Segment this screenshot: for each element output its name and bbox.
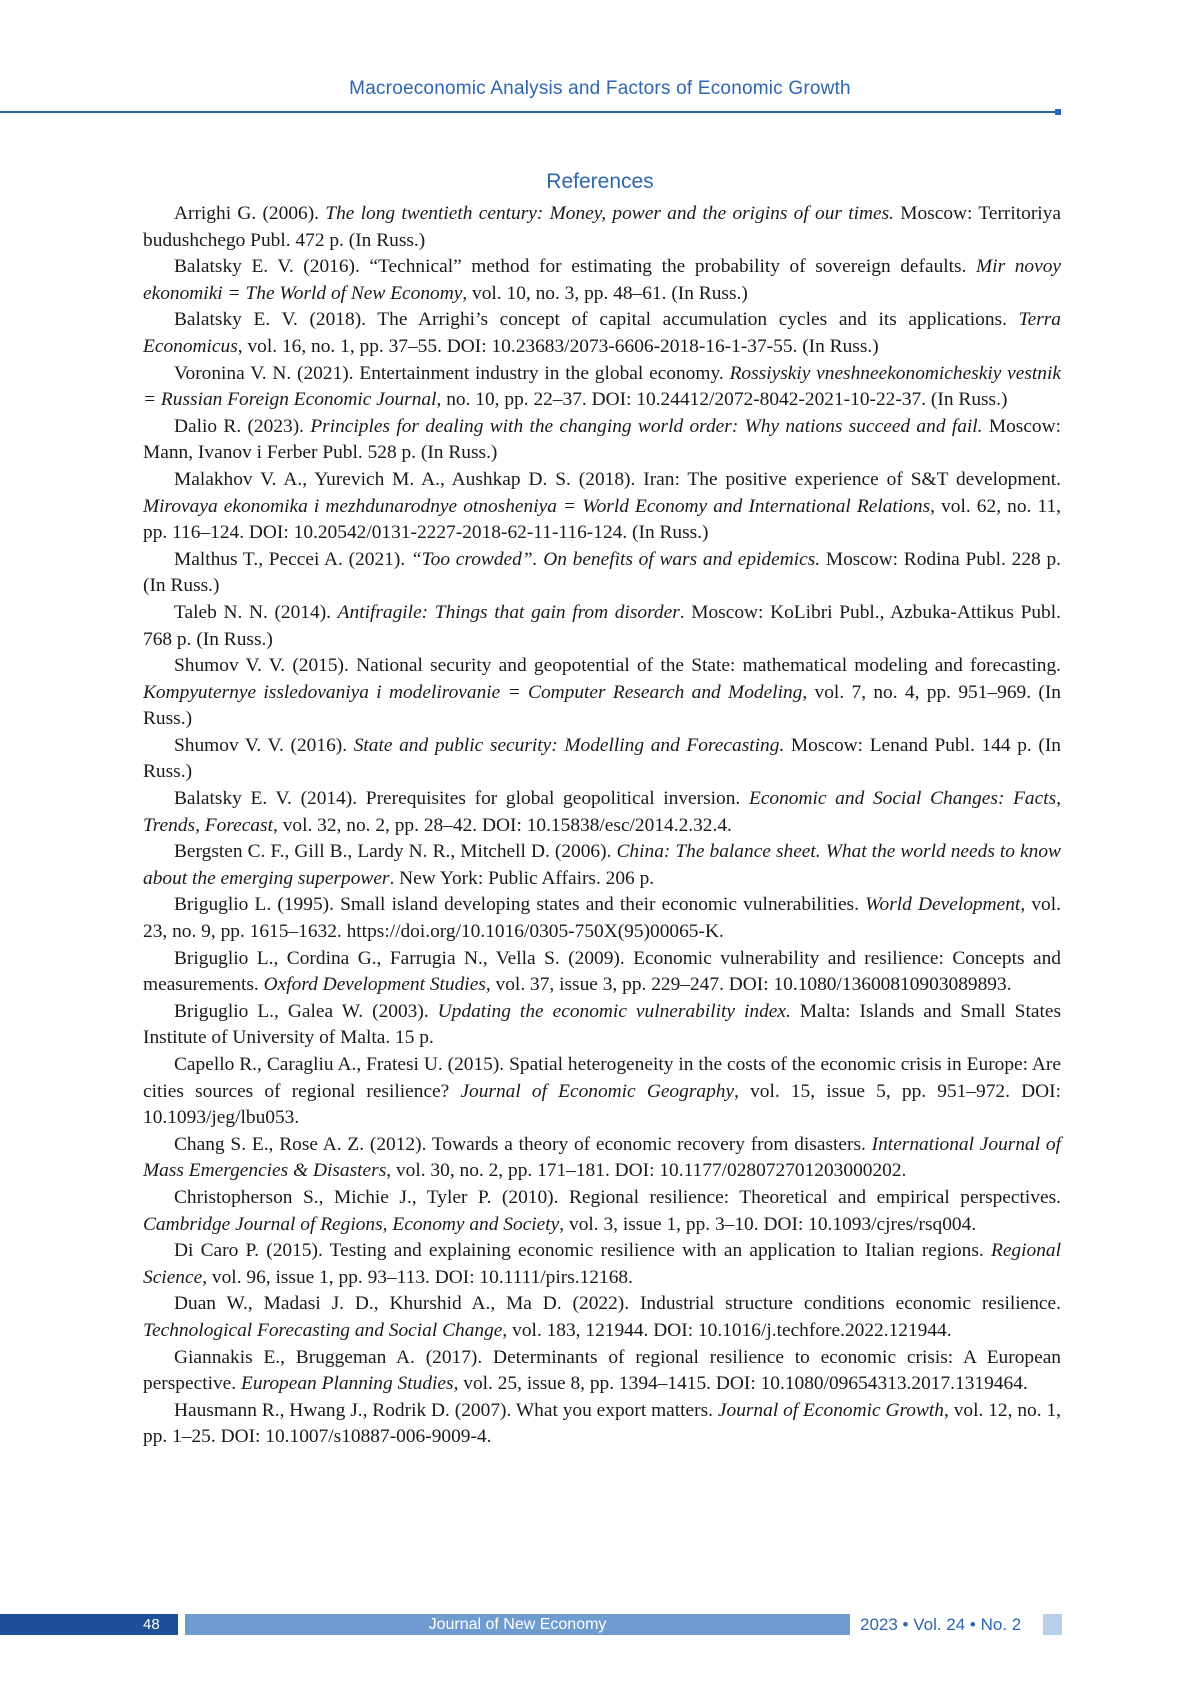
reference-details: Moscow: Mann, Ivanov i Ferber Publ. 528 p. (In Russ.) [143, 416, 1061, 464]
reference-entry [143, 254, 1061, 307]
reference-text: Shumov V. V. (2016). [174, 735, 354, 756]
reference-source-title: Technological Forecasting and Social Change [143, 1320, 502, 1341]
reference-details: , vol. 37, issue 3, pp. 229–247. DOI: 10.1080/13600810903089893. [486, 974, 1012, 995]
reference-source-title: Journal of Economic Growth [718, 1400, 944, 1421]
reference-source-title: Regional Science [143, 1240, 1061, 1288]
reference-text: Voronina V. N. (2021). Entertainment industry in the global economy. [174, 363, 730, 384]
reference-entry [143, 946, 1061, 999]
reference-entry [143, 307, 1061, 360]
reference-source-title: The long twentieth century: Money, power and the origins of our times. [325, 203, 894, 224]
reference-source-title: China: The balance sheet. What the world needs to know about the emerging superpower [143, 841, 1061, 889]
reference-entry [143, 547, 1061, 600]
reference-details: , vol. 16, no. 1, pp. 37–55. DOI: 10.23683/2073-6606-2018-16-1-37-55. (In Russ.) [238, 336, 879, 357]
reference-entry [143, 1185, 1061, 1238]
reference-source-title: Updating the economic vulnerability index. [438, 1001, 791, 1022]
reference-entry [143, 414, 1061, 467]
reference-details: , vol. 10, no. 3, pp. 48–61. (In Russ.) [462, 283, 747, 304]
header-rule-cap [1055, 109, 1061, 115]
reference-details: , no. 10, pp. 22–37. DOI: 10.24412/2072-8042-2021-10-22-37. (In Russ.) [437, 389, 1008, 410]
reference-text: Chang S. E., Rose A. Z. (2012). Towards a theory of economic recovery from disasters. [174, 1134, 872, 1155]
reference-details: , vol. 7, no. 4, pp. 951–969. (In Russ.) [143, 682, 1061, 730]
reference-source-title: International Journal of Mass Emergencies & Disasters [143, 1134, 1061, 1182]
page-number: 48 [143, 1614, 160, 1635]
reference-source-title: Terra Economicus [143, 309, 1061, 357]
reference-details: . New York: Public Affairs. 206 p. [389, 868, 654, 889]
reference-text: Di Caro P. (2015). Testing and explaining economic resilience with an application to Italian regions. [174, 1240, 991, 1261]
footer-square [1043, 1614, 1062, 1635]
reference-details: , vol. 32, no. 2, pp. 28–42. DOI: 10.15838/esc/2014.2.32.4. [273, 815, 732, 836]
reference-details: Malta: Islands and Small States Institute of University of Malta. 15 p. [143, 1001, 1061, 1049]
reference-details: , vol. 23, no. 9, pp. 1615–1632. https://doi.org/10.1016/0305-750X(95)00065-K. [143, 894, 1061, 942]
reference-text: Hausmann R., Hwang J., Rodrik D. (2007). What you export matters. [174, 1400, 718, 1421]
reference-entry [143, 1238, 1061, 1291]
reference-entry [143, 361, 1061, 414]
reference-details: , vol. 25, issue 8, pp. 1394–1415. DOI: 10.1080/09654313.2017.1319464. [454, 1373, 1028, 1394]
reference-source-title: Mir novoy ekonomiki = The World of New Economy [143, 256, 1061, 304]
reference-source-title: Kompyuternye issledovaniya i modelirovanie = Computer Research and Modeling [143, 682, 802, 703]
reference-details: , vol. 96, issue 1, pp. 93–113. DOI: 10.1111/pirs.12168. [202, 1267, 633, 1288]
reference-source-title: Cambridge Journal of Regions, Economy and Society [143, 1214, 559, 1235]
reference-source-title: Principles for dealing with the changing world order: Why nations succeed and fail. [310, 416, 982, 437]
running-title: Macroeconomic Analysis and Factors of Economic Growth [0, 78, 1200, 100]
reference-details: , vol. 3, issue 1, pp. 3–10. DOI: 10.1093/cjres/rsq004. [559, 1214, 976, 1235]
reference-entry [143, 600, 1061, 653]
header-rule [0, 111, 1057, 113]
reference-entry [143, 1398, 1061, 1451]
reference-text: Duan W., Madasi J. D., Khurshid A., Ma D. (2022). Industrial structure conditions economic resilience. [174, 1293, 1061, 1314]
reference-source-title: Mirovaya ekonomika i mezhdunarodnye otnosheniya = World Economy and International Relations [143, 496, 930, 517]
reference-details: , vol. 12, no. 1, pp. 1–25. DOI: 10.1007/s10887-006-9009-4. [143, 1400, 1061, 1448]
reference-text: Balatsky E. V. (2016). “Technical” method for estimating the probability of sovereign defaults. [174, 256, 976, 277]
reference-source-title: Antifragile: Things that gain from disorder [338, 602, 680, 623]
reference-entry [143, 892, 1061, 945]
reference-details: , vol. 183, 121944. DOI: 10.1016/j.techfore.2022.121944. [502, 1320, 951, 1341]
reference-entry [143, 653, 1061, 733]
reference-text: Malthus T., Peccei A. (2021). [174, 549, 411, 570]
footer-issue: 2023 • Vol. 24 • No. 2 [860, 1614, 1021, 1635]
references-list [143, 201, 1061, 1451]
reference-entry [143, 467, 1061, 547]
reference-entry [143, 733, 1061, 786]
reference-text: Arrighi G. (2006). [174, 203, 325, 224]
reference-source-title: Journal of Economic Geography [460, 1081, 734, 1102]
reference-entry [143, 786, 1061, 839]
reference-details: Moscow: Territoriya budushchego Publ. 472 p. (In Russ.) [143, 203, 1061, 251]
reference-source-title: Rossiyskiy vneshneekonomicheskiy vestnik = Russian Foreign Economic Journal [143, 363, 1061, 411]
reference-source-title: Oxford Development Studies [264, 974, 486, 995]
reference-entry [143, 839, 1061, 892]
references-heading: References [0, 170, 1200, 194]
reference-entry [143, 1132, 1061, 1185]
reference-source-title: “Too crowded”. On benefits of wars and epidemics. [411, 549, 820, 570]
reference-details: Moscow: Rodina Publ. 228 p. (In Russ.) [143, 549, 1061, 597]
reference-source-title: Economic and Social Changes: Facts, Trends, Forecast [143, 788, 1061, 836]
reference-text: Malakhov V. A., Yurevich M. A., Aushkap D. S. (2018). Iran: The positive experience of S&T development. [174, 469, 1061, 490]
page-footer [0, 1614, 1200, 1635]
reference-text: Balatsky E. V. (2018). The Arrighi’s concept of capital accumulation cycles and its applications. [174, 309, 1019, 330]
reference-text: Briguglio L., Galea W. (2003). [174, 1001, 438, 1022]
reference-source-title: European Planning Studies [241, 1373, 454, 1394]
reference-details: . Moscow: KoLibri Publ., Azbuka-Attikus Publ. 768 p. (In Russ.) [143, 602, 1061, 650]
reference-text: Capello R., Caragliu A., Fratesi U. (2015). Spatial heterogeneity in the costs of the economic crisis in Europe: Are cities sources of regional resilience? [143, 1054, 1061, 1102]
reference-text: Dalio R. (2023). [174, 416, 310, 437]
reference-text: Briguglio L., Cordina G., Farrugia N., Vella S. (2009). Economic vulnerability and resilience: Concepts and measurements. [143, 948, 1061, 996]
footer-journal-name: Journal of New Economy [185, 1614, 850, 1635]
reference-text: Christopherson S., Michie J., Tyler P. (2010). Regional resilience: Theoretical and empirical perspectives. [174, 1187, 1061, 1208]
reference-entry [143, 999, 1061, 1052]
reference-entry [143, 1291, 1061, 1344]
reference-text: Briguglio L. (1995). Small island developing states and their economic vulnerabilities. [174, 894, 865, 915]
reference-text: Shumov V. V. (2015). National security and geopotential of the State: mathematical modeling and forecasting. [174, 655, 1061, 676]
reference-text: Balatsky E. V. (2014). Prerequisites for global geopolitical inversion. [174, 788, 749, 809]
reference-details: Moscow: Lenand Publ. 144 p. (In Russ.) [143, 735, 1061, 783]
reference-details: , vol. 30, no. 2, pp. 171–181. DOI: 10.1177/028072701203000202. [386, 1160, 906, 1181]
reference-text: Taleb N. N. (2014). [174, 602, 338, 623]
reference-entry [143, 201, 1061, 254]
reference-text: Bergsten C. F., Gill B., Lardy N. R., Mitchell D. (2006). [174, 841, 616, 862]
reference-details: , vol. 15, issue 5, pp. 951–972. DOI: 10.1093/jeg/lbu053. [143, 1081, 1061, 1129]
reference-details: , vol. 62, no. 11, pp. 116–124. DOI: 10.20542/0131-2227-2018-62-11-116-124. (In Russ.) [143, 496, 1061, 544]
reference-entry [143, 1052, 1061, 1132]
reference-text: Giannakis E., Bruggeman A. (2017). Determinants of regional resilience to economic crisis: A European perspective. [143, 1347, 1061, 1395]
reference-source-title: World Development [865, 894, 1020, 915]
reference-source-title: State and public security: Modelling and Forecasting. [354, 735, 785, 756]
reference-entry [143, 1345, 1061, 1398]
